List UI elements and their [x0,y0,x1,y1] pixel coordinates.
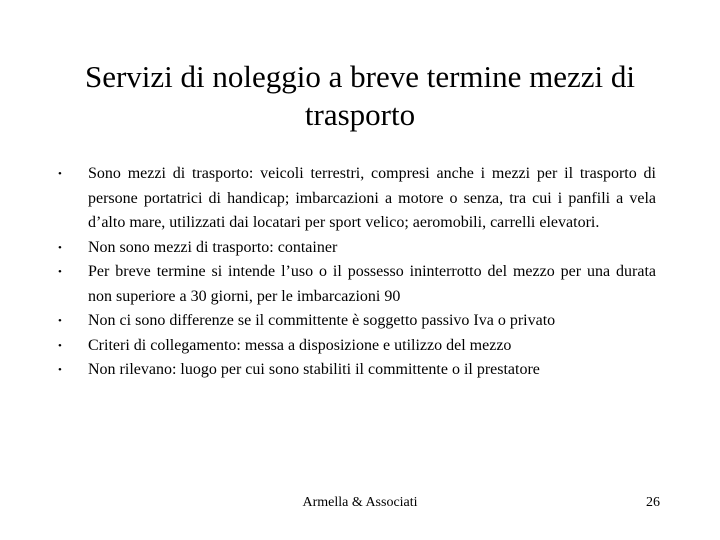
bullet-icon: • [58,241,62,254]
slide-title: Servizi di noleggio a breve termine mezzi di trasporto [84,59,636,132]
bullet-text: Non rilevano: luogo per cui sono stabiliti il committente o il prestatore [88,361,540,378]
bullet-text: Non ci sono differenze se il committente è soggetto passivo Iva o privato [88,312,556,329]
bullet-text: Sono mezzi di trasporto: veicoli terrestri, compresi anche i mezzi per il trasporto di persone portatrici di handicap; imbarcazioni a motore o senza, tra cui i panfili a vela d’alto mare, utilizzati dai locatari per sport velico; aeromobili, carrelli elevatori. [88,165,656,231]
bullet-item [58,162,656,236]
bullet-item [58,309,656,334]
bullet-text: Per breve termine si intende l’uso o il possesso ininterrotto del mezzo per una durata non superiore a 30 giorni, per le imbarcazioni 90 [88,263,656,305]
bullet-text: Non sono mezzi di trasporto: container [88,238,338,256]
bullet-text: Criteri di collegamento: messa a disposizione e utilizzo del mezzo [88,336,512,354]
bullet-item [58,334,656,359]
bullet-icon: • [58,364,62,376]
bullet-icon: • [58,266,62,278]
page-number: 26 [646,495,660,510]
bullet-list [58,162,656,383]
bullet-icon: • [58,315,62,327]
bullet-icon: • [58,339,62,352]
bullet-icon: • [58,168,62,180]
footer-text: Armella & Associati [302,495,418,510]
bullet-item [58,358,656,383]
bullet-item [58,236,656,261]
bullet-item [58,260,656,309]
